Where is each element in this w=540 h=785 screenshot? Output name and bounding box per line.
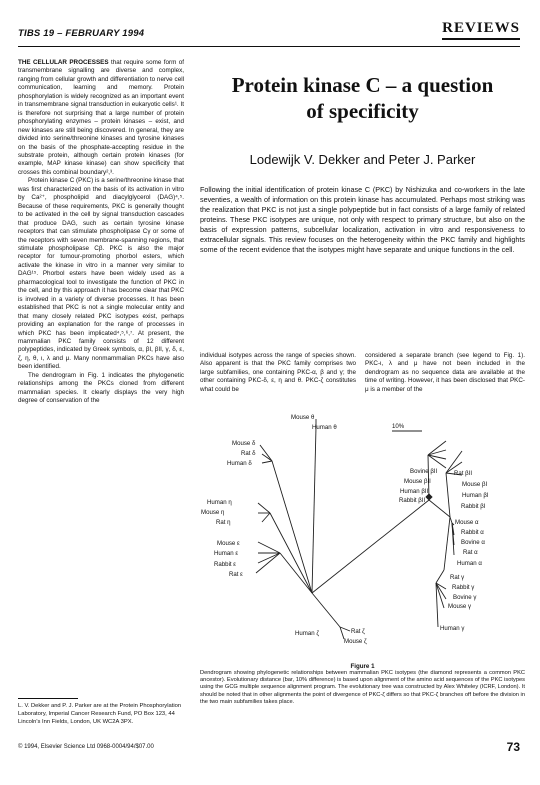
label-rabbit-beta2: Rabbit βII: [399, 497, 426, 504]
label-rat-alpha: Rat α: [463, 549, 478, 556]
journal-header: TIBS 19 – FEBRUARY 1994: [18, 28, 145, 39]
figure-caption: Dendrogram showing phylogenetic relationships between mammalian PKC isotypes (the diamond represents a common PKC ancestor). Evolutionary distance (bar, 10% difference) is based upon alignment of the amino acid sequences of the PKC isotypes using the GCG multiple sequence alignment program. The evolutionary tree was constructed by Alex Whiteley (ICRF, London). It should be noted that in other alignments the point of divergence of PKC-ζ differs so that PKC-ζ branches off before the division in the two main subfamilies takes place.: [200, 670, 525, 705]
label-mouse-epsilon: Mouse ε: [217, 540, 240, 547]
label-rat-gamma: Rat γ: [450, 574, 465, 581]
article-abstract: Following the initial identification of protein kinase C (PKC) by Nishizuka and co-workers in the late seventies, a wealth of information on this protein kinase has accumulated. Perhaps most striking was the realization that PKC is not just a single polypeptide but in fact consists of a large family of related proteins. These PKC isotypes are unique, not only with respect to primary structure, but also on the basis of expression patterns, subcellular localization, activation in vitro and responsiveness to extracellular signals. This review focuses on the heterogeneity within the PKC family and highlights some of the recent evidence that the isotypes might have separate and unique functions in the cell.: [200, 185, 525, 254]
label-rat-beta2: Rat βII: [454, 470, 473, 477]
label-human-eta: Human η: [207, 499, 232, 506]
body-column-2: individual isotypes across the range of species shown. Also apparent is that the PKC family comprises two large subfamilies, one containing PKC-α, β and γ; the other containing PKC-δ, ε, η and θ. PKC-ζ constitutes what could be: [200, 352, 356, 393]
label-human-delta: Human δ: [227, 460, 252, 467]
scale-label: 10%: [392, 423, 405, 430]
figure-title: Figure 1: [350, 663, 375, 670]
label-mouse-beta2: Mouse βII: [404, 478, 431, 485]
lead-in: THE CELLULAR PROCESSES: [18, 59, 109, 66]
author-affiliation: L. V. Dekker and P. J. Parker are at the Protein Phosphorylation Laboratory, Imperial Cancer Research Fund, PO Box 123, 44 Lincoln's Inn Fields, London, UK WC2A 3PX.: [18, 703, 182, 725]
label-bovine-alpha: Bovine α: [461, 539, 485, 546]
label-mouse-theta: Mouse θ: [291, 414, 315, 421]
paragraph-3: The dendrogram in Fig. 1 indicates the phylogenetic relationships among the PKCs cloned from different mammalian species. It clearly displays the very high degree of conservation of the: [18, 371, 184, 405]
bio-divider: [18, 698, 78, 699]
label-human-alpha: Human α: [457, 560, 482, 567]
paragraph-1: [18, 59, 184, 177]
label-human-zeta: Human ζ: [295, 630, 320, 637]
label-bovine-beta2: Bovine βII: [410, 468, 438, 475]
label-rabbit-epsilon: Rabbit ε: [214, 561, 237, 568]
article-authors: Lodewijk V. Dekker and Peter J. Parker: [249, 152, 476, 167]
label-mouse-beta1: Mouse βI: [462, 481, 488, 488]
label-human-beta2: Human βII: [400, 488, 429, 495]
label-rat-delta: Rat δ: [241, 450, 256, 457]
label-rat-zeta: Rat ζ: [351, 628, 365, 635]
label-rabbit-alpha: Rabbit α: [461, 529, 484, 536]
label-rat-epsilon: Rat ε: [229, 571, 243, 578]
copyright-line: © 1994, Elsevier Science Ltd 0968-0004/94/$07.00: [18, 744, 154, 750]
label-human-epsilon: Human ε: [214, 550, 239, 557]
label-human-theta: Human θ: [312, 424, 337, 431]
label-mouse-delta: Mouse δ: [232, 440, 256, 447]
label-mouse-zeta: Mouse ζ: [344, 638, 367, 645]
article-title-line-1: Protein kinase C – a question: [231, 73, 494, 97]
label-rabbit-beta1: Rabbit βI: [461, 503, 486, 510]
label-mouse-gamma: Mouse γ: [448, 603, 472, 610]
label-mouse-alpha: Mouse α: [455, 519, 479, 526]
page-number: 73: [506, 740, 520, 754]
label-bovine-gamma: Bovine γ: [453, 594, 477, 601]
label-human-beta1: Human βI: [462, 492, 489, 499]
label-rat-eta: Rat η: [216, 519, 231, 526]
label-mouse-eta: Mouse η: [201, 509, 225, 516]
article-title: [200, 72, 525, 124]
section-header: REVIEWS: [442, 20, 520, 40]
label-rabbit-gamma: Rabbit γ: [452, 584, 475, 591]
header-divider: [18, 46, 520, 47]
label-human-gamma: Human γ: [440, 625, 465, 632]
paragraph-1-text: that require some form of transmembrane signalling are diverse and complex, ranging from cellular growth and differentiation to nerve cell communication, learning and memory. Protein phosphorylation is widely recognized as an important event in transmembrane signal transduction in eukaryotic cells¹. It is therefore not surprising that a large number of protein phosphorylating enzymes – protein kinases – exist, and new kinases are still being discovered. In general, they are divided into serine/threonine kinases and tyrosine kinases on the basis of the phosphate-accepting residue in the substrate protein, although certain protein kinases (for example, MAP kinase kinase) can show specificity that crosses this combinal boundary²,³.: [18, 59, 184, 176]
body-column-3: considered a separate branch (see legend to Fig. 1). PKC-ι, λ and μ have not been included in the dendrogram as no sequence data are available at the time of writing. However, it has been disclosed that PKC-μ is a member of the: [365, 352, 525, 393]
article-title-line-2: of specificity: [306, 99, 419, 123]
body-column-1: [18, 59, 184, 406]
paragraph-2: Protein kinase C (PKC) is a serine/threonine kinase that was first characterized on the basis of its activation in vitro by Ca²⁺, phospholipid and diacylglycerol (DAG)⁴,⁵. Because of these requirements, PKC is generally thought to be activated in the cell by signal transduction cascades that produce DAG, such as certain tyrosine kinase receptors that can stimulate phospholipase Cγ or some of the receptors with seven membrane-spanning regions, that stimulate phospholipase Cβ. PKC is also the major receptor for tumour-promoting phorbol esters, which activate the kinase in vitro in a manner very similar to DAG¹⁵. Phorbol esters have been widely used as a pharmacological tool to investigate the function of PKC in the cell, and by this approach it has become clear that PKC is involved in a variety of diverse processes. It has been established that PKC is not a single molecular entity and that many closely related PKC isotypes exist, perhaps providing an explanation for the range of processes in which PKC has been implicated⁴,⁵,⁶,⁷. At present, the mammalian PKC family consists of 12 different polypeptides, indicated by Greek symbols, α, βI, βII, γ, δ, ε, ζ, η, θ, ι, λ and μ. Many nonmammalian PKCs have also been identified.: [18, 177, 184, 371]
